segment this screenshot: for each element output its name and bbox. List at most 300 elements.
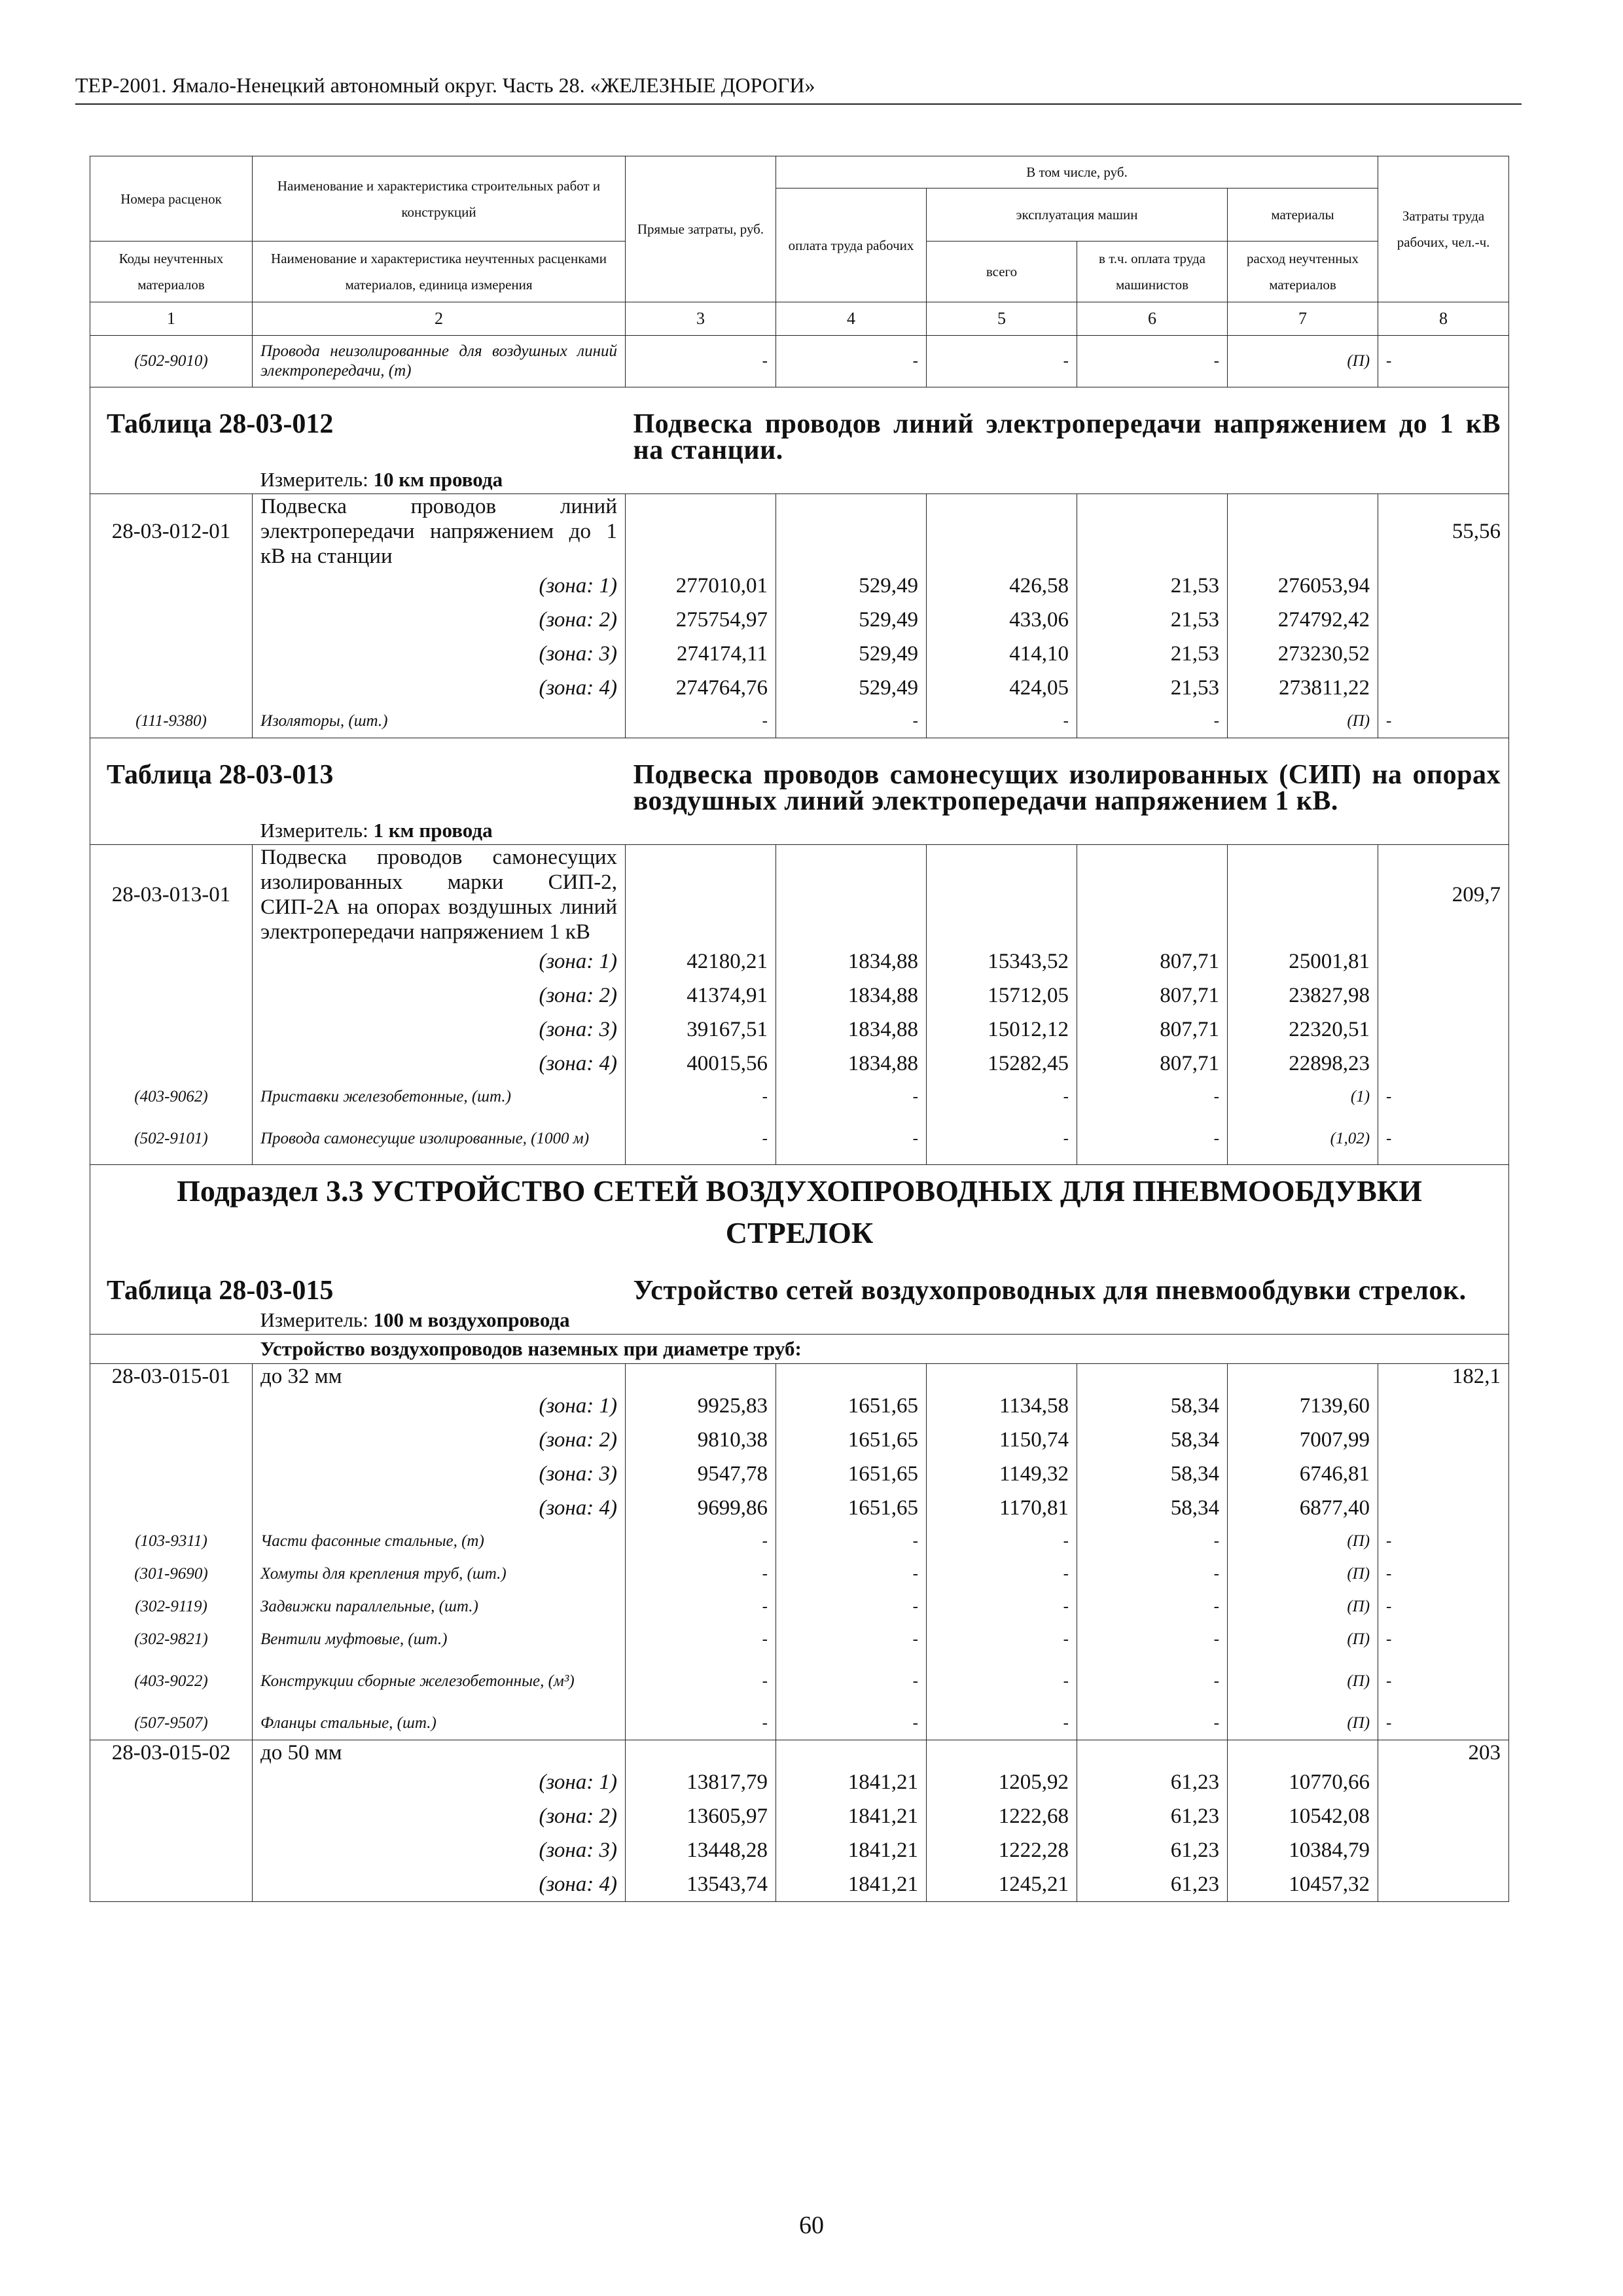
zone-value: 1651,65 <box>776 1423 927 1457</box>
column-numbers-row <box>90 302 1509 336</box>
empty-cell <box>626 845 776 945</box>
dash-cell: - <box>776 1558 927 1590</box>
material-consumption: (П) <box>1228 1623 1378 1656</box>
empty-cell <box>1378 944 1509 978</box>
measurement <box>253 817 1509 845</box>
material-code: (111-9380) <box>90 705 253 738</box>
col8-header: Затраты труда рабочих, чел.-ч. <box>1378 156 1509 302</box>
empty-cell <box>1378 1013 1509 1047</box>
measurement-label: Измеритель: <box>260 819 368 842</box>
dash-cell: - <box>927 1558 1077 1590</box>
zone-value: 273230,52 <box>1228 637 1378 671</box>
zone-value: 1834,88 <box>776 1047 927 1081</box>
dash-cell: - <box>776 1525 927 1558</box>
zone-value: 414,10 <box>927 637 1077 671</box>
empty-cell <box>927 845 1077 945</box>
empty-cell <box>1378 637 1509 671</box>
material-code: (103-9311) <box>90 1525 253 1558</box>
empty-cell <box>90 1867 253 1902</box>
zone-row <box>90 1013 1509 1047</box>
material-desc: Задвижки параллельные, (шт.) <box>253 1590 626 1623</box>
empty-cell <box>90 671 253 705</box>
zone-value: 42180,21 <box>626 944 776 978</box>
zone-value: 529,49 <box>776 603 927 637</box>
material-code: (403-9062) <box>90 1081 253 1113</box>
dash-cell: - <box>776 336 927 387</box>
zone-value: 7139,60 <box>1228 1389 1378 1423</box>
zone-value: 9925,83 <box>626 1389 776 1423</box>
column-number: 3 <box>626 302 776 336</box>
zone-label: (зона: 3) <box>253 1013 626 1047</box>
subsection-title <box>90 1165 1509 1255</box>
zone-value: 23827,98 <box>1228 978 1378 1013</box>
material-consumption: (1,02) <box>1228 1113 1378 1165</box>
material-row <box>90 705 1509 738</box>
material-consumption: (П) <box>1228 1525 1378 1558</box>
material-row <box>90 1113 1509 1165</box>
zone-label: (зона: 2) <box>253 978 626 1013</box>
material-row <box>90 1623 1509 1656</box>
table-title: Подвеска проводов линий электропередачи напряжением до 1 кВ на станции. <box>626 387 1509 467</box>
zone-value: 426,58 <box>927 569 1077 603</box>
empty-cell <box>1378 1765 1509 1799</box>
zone-value: 274764,76 <box>626 671 776 705</box>
rate-desc: Подвеска проводов линий электропередачи напряжением до 1 кВ на станции <box>253 494 626 569</box>
zone-label: (зона: 4) <box>253 671 626 705</box>
zone-row <box>90 944 1509 978</box>
empty-cell <box>1378 1047 1509 1081</box>
subsection-line-2: СТРЕЛОК <box>725 1216 874 1249</box>
zone-value: 58,34 <box>1077 1423 1228 1457</box>
dash-cell: - <box>1077 1590 1228 1623</box>
empty-cell <box>90 1491 253 1525</box>
rate-desc: до 50 мм <box>253 1740 626 1766</box>
zone-value: 9810,38 <box>626 1423 776 1457</box>
zone-value: 61,23 <box>1077 1833 1228 1867</box>
measurement-row <box>90 817 1509 845</box>
empty-cell <box>1378 1423 1509 1457</box>
dash-cell: - <box>927 1081 1077 1113</box>
group-header-all: В том числе, руб. <box>776 156 1378 188</box>
material-desc: Конструкции сборные железобетонные, (м³) <box>253 1656 626 1707</box>
measurement-value: 10 км провода <box>373 468 503 491</box>
zone-value: 1170,81 <box>927 1491 1077 1525</box>
material-code: (507-9507) <box>90 1707 253 1740</box>
zone-value: 1149,32 <box>927 1457 1077 1491</box>
dash-cell: - <box>626 1558 776 1590</box>
zone-value: 277010,01 <box>626 569 776 603</box>
dash-cell: - <box>1077 1656 1228 1707</box>
zone-value: 10770,66 <box>1228 1765 1378 1799</box>
labor-cost: 203 <box>1378 1740 1509 1766</box>
zone-row <box>90 637 1509 671</box>
zone-row <box>90 1833 1509 1867</box>
zone-value: 529,49 <box>776 637 927 671</box>
empty-cell <box>1378 1457 1509 1491</box>
empty-cell <box>1077 494 1228 569</box>
page-number: 60 <box>799 2212 824 2239</box>
zone-value: 41374,91 <box>626 978 776 1013</box>
dash-cell: - <box>626 1590 776 1623</box>
subsection-title-row <box>90 1165 1509 1255</box>
material-code: (302-9821) <box>90 1623 253 1656</box>
zone-value: 21,53 <box>1077 637 1228 671</box>
zone-value: 276053,94 <box>1228 569 1378 603</box>
rate-row <box>90 845 1509 945</box>
zone-label: (зона: 3) <box>253 637 626 671</box>
table-title: Устройство сетей воздухопроводных для пневмообдувки стрелок. <box>626 1254 1509 1306</box>
zone-value: 25001,81 <box>1228 944 1378 978</box>
zone-value: 13448,28 <box>626 1833 776 1867</box>
group-header-machines: эксплуатация машин <box>927 188 1228 242</box>
zone-value: 529,49 <box>776 569 927 603</box>
zone-value: 1841,21 <box>776 1867 927 1902</box>
zone-value: 1651,65 <box>776 1457 927 1491</box>
zone-row <box>90 671 1509 705</box>
zone-value: 1134,58 <box>927 1389 1077 1423</box>
zone-row <box>90 1867 1509 1902</box>
dash-cell: - <box>626 336 776 387</box>
subheading-row <box>90 1335 1509 1364</box>
zone-value: 21,53 <box>1077 569 1228 603</box>
zone-value: 273811,22 <box>1228 671 1378 705</box>
material-row <box>90 1558 1509 1590</box>
dash-cell: - <box>1378 1590 1509 1623</box>
material-desc: Части фасонные стальные, (т) <box>253 1525 626 1558</box>
empty-cell <box>1378 603 1509 637</box>
zone-value: 39167,51 <box>626 1013 776 1047</box>
material-row <box>90 1707 1509 1740</box>
dash-cell: - <box>927 1656 1077 1707</box>
dash-cell: - <box>1077 1525 1228 1558</box>
rate-desc: до 32 мм <box>253 1364 626 1390</box>
empty-cell <box>1378 569 1509 603</box>
dash-cell: - <box>626 1113 776 1165</box>
table-label: Таблица 28-03-015 <box>90 1254 626 1306</box>
table-label: Таблица 28-03-013 <box>90 738 626 817</box>
column-number: 8 <box>1378 302 1509 336</box>
dash-cell: - <box>1077 705 1228 738</box>
zone-value: 807,71 <box>1077 944 1228 978</box>
dash-cell: - <box>776 1113 927 1165</box>
dash-cell: - <box>927 1113 1077 1165</box>
zone-value: 15343,52 <box>927 944 1077 978</box>
material-desc: Провода неизолированные для воздушных линий электропередачи, (т) <box>253 336 626 387</box>
zone-value: 61,23 <box>1077 1799 1228 1833</box>
zone-value: 1150,74 <box>927 1423 1077 1457</box>
zone-value: 15012,12 <box>927 1013 1077 1047</box>
dash-cell: - <box>626 1525 776 1558</box>
material-desc: Хомуты для крепления труб, (шт.) <box>253 1558 626 1590</box>
col3-header: Прямые затраты, руб. <box>626 156 776 302</box>
empty-cell <box>1378 1389 1509 1423</box>
zone-label: (зона: 4) <box>253 1491 626 1525</box>
zone-value: 1841,21 <box>776 1833 927 1867</box>
zone-value: 424,05 <box>927 671 1077 705</box>
col4-header: оплата труда рабочих <box>776 188 927 302</box>
empty-cell <box>776 1364 927 1390</box>
measurement-row <box>90 466 1509 494</box>
dash-cell: - <box>1378 1525 1509 1558</box>
rate-code: 28-03-012-01 <box>90 494 253 569</box>
dash-cell: - <box>626 1081 776 1113</box>
zone-value: 13543,74 <box>626 1867 776 1902</box>
zone-label: (зона: 1) <box>253 1765 626 1799</box>
dash-cell: - <box>776 1081 927 1113</box>
dash-cell: - <box>1378 1558 1509 1590</box>
dash-cell: - <box>927 1590 1077 1623</box>
material-desc: Приставки железобетонные, (шт.) <box>253 1081 626 1113</box>
zone-value: 7007,99 <box>1228 1423 1378 1457</box>
zone-value: 58,34 <box>1077 1457 1228 1491</box>
zone-value: 15282,45 <box>927 1047 1077 1081</box>
zone-value: 807,71 <box>1077 1047 1228 1081</box>
zone-label: (зона: 3) <box>253 1457 626 1491</box>
dash-cell: - <box>927 705 1077 738</box>
labor-cost: 55,56 <box>1378 494 1509 569</box>
zone-value: 274792,42 <box>1228 603 1378 637</box>
empty-cell <box>927 1740 1077 1766</box>
material-consumption: (П) <box>1228 1590 1378 1623</box>
empty-cell <box>927 494 1077 569</box>
empty-cell <box>90 1335 253 1364</box>
zone-value: 58,34 <box>1077 1491 1228 1525</box>
zone-row <box>90 1047 1509 1081</box>
subheading: Устройство воздухопроводов наземных при диаметре труб: <box>253 1335 1509 1364</box>
material-consumption: (П) <box>1228 1656 1378 1707</box>
dash-cell: - <box>1077 1707 1228 1740</box>
material-consumption: (П) <box>1228 1558 1378 1590</box>
empty-cell <box>1378 1833 1509 1867</box>
dash-cell: - <box>927 1623 1077 1656</box>
zone-value: 1841,21 <box>776 1765 927 1799</box>
material-code: (502-9101) <box>90 1113 253 1165</box>
measurement <box>253 1306 1509 1335</box>
empty-cell <box>626 1364 776 1390</box>
dash-cell: - <box>776 1590 927 1623</box>
material-code: (301-9690) <box>90 1558 253 1590</box>
empty-cell <box>1378 1799 1509 1833</box>
dash-cell: - <box>626 1656 776 1707</box>
material-desc: Изоляторы, (шт.) <box>253 705 626 738</box>
dash-cell: - <box>927 1707 1077 1740</box>
dash-cell: - <box>1378 1113 1509 1165</box>
empty-cell <box>90 944 253 978</box>
zone-value: 21,53 <box>1077 603 1228 637</box>
zone-value: 6877,40 <box>1228 1491 1378 1525</box>
rate-code: 28-03-013-01 <box>90 845 253 945</box>
zone-value: 10384,79 <box>1228 1833 1378 1867</box>
rate-row <box>90 1364 1509 1390</box>
empty-cell <box>1077 1364 1228 1390</box>
material-code: (502-9010) <box>90 336 253 387</box>
dash-cell: - <box>776 1656 927 1707</box>
material-code: (403-9022) <box>90 1656 253 1707</box>
zone-value: 22320,51 <box>1228 1013 1378 1047</box>
zone-label: (зона: 1) <box>253 1389 626 1423</box>
zone-label: (зона: 2) <box>253 1799 626 1833</box>
measurement-label: Измеритель: <box>260 468 368 491</box>
table-title-row <box>90 1254 1509 1306</box>
zone-label: (зона: 1) <box>253 944 626 978</box>
material-consumption: (1) <box>1228 1081 1378 1113</box>
empty-cell <box>90 1833 253 1867</box>
empty-cell <box>90 1013 253 1047</box>
zone-label: (зона: 2) <box>253 603 626 637</box>
material-consumption: (П) <box>1228 336 1378 387</box>
zone-row <box>90 569 1509 603</box>
zone-value: 1841,21 <box>776 1799 927 1833</box>
zone-value: 40015,56 <box>626 1047 776 1081</box>
dash-cell: - <box>1378 1623 1509 1656</box>
zone-value: 1222,28 <box>927 1833 1077 1867</box>
zone-value: 529,49 <box>776 671 927 705</box>
zone-row <box>90 1799 1509 1833</box>
empty-cell <box>1228 845 1378 945</box>
column-number: 4 <box>776 302 927 336</box>
zone-value: 22898,23 <box>1228 1047 1378 1081</box>
zone-value: 1834,88 <box>776 978 927 1013</box>
group-header-materials: материалы <box>1228 188 1378 242</box>
zone-value: 1205,92 <box>927 1765 1077 1799</box>
table-title: Подвеска проводов самонесущих изолированных (СИП) на опорах воздушных линий электропередачи напряжением 1 кВ. <box>626 738 1509 817</box>
labor-cost: 209,7 <box>1378 845 1509 945</box>
zone-value: 9547,78 <box>626 1457 776 1491</box>
empty-cell <box>1228 494 1378 569</box>
rate-row <box>90 1740 1509 1766</box>
column-number: 6 <box>1077 302 1228 336</box>
measurement-row <box>90 1306 1509 1335</box>
column-number: 2 <box>253 302 626 336</box>
zone-value: 13605,97 <box>626 1799 776 1833</box>
zone-value: 6746,81 <box>1228 1457 1378 1491</box>
col1-header-bottom: Коды неучтенных материалов <box>90 242 253 302</box>
zone-value: 1245,21 <box>927 1867 1077 1902</box>
table-title-row <box>90 387 1509 467</box>
empty-cell <box>626 494 776 569</box>
rate-code: 28-03-015-02 <box>90 1740 253 1766</box>
material-row <box>90 1590 1509 1623</box>
dash-cell: - <box>626 705 776 738</box>
empty-cell <box>776 494 927 569</box>
material-consumption: (П) <box>1228 705 1378 738</box>
dash-cell: - <box>1378 336 1509 387</box>
rate-row <box>90 494 1509 569</box>
zone-value: 1651,65 <box>776 1389 927 1423</box>
dash-cell: - <box>927 336 1077 387</box>
empty-cell <box>1228 1740 1378 1766</box>
empty-cell <box>927 1364 1077 1390</box>
measurement-value: 100 м воздухопровода <box>373 1308 570 1331</box>
empty-cell <box>90 603 253 637</box>
material-code: (302-9119) <box>90 1590 253 1623</box>
material-desc: Вентили муфтовые, (шт.) <box>253 1623 626 1656</box>
empty-cell <box>1378 978 1509 1013</box>
col6-header: в т.ч. оплата труда машинистов <box>1077 242 1228 302</box>
running-header: ТЕР-2001. Ямало-Ненецкий автономный округ. Часть 28. «ЖЕЛЕЗНЫЕ ДОРОГИ» <box>75 73 1522 105</box>
zone-value: 9699,86 <box>626 1491 776 1525</box>
dash-cell: - <box>1378 1081 1509 1113</box>
zone-value: 15712,05 <box>927 978 1077 1013</box>
zone-row <box>90 1457 1509 1491</box>
material-row <box>90 336 1509 387</box>
empty-cell <box>1378 1491 1509 1525</box>
material-row <box>90 1656 1509 1707</box>
empty-cell <box>90 637 253 671</box>
empty-cell <box>1378 1867 1509 1902</box>
measurement-spacer <box>90 1306 253 1335</box>
empty-cell <box>90 1799 253 1833</box>
dash-cell: - <box>927 1525 1077 1558</box>
measurement-label: Измеритель: <box>260 1308 368 1331</box>
zone-value: 61,23 <box>1077 1765 1228 1799</box>
zone-value: 21,53 <box>1077 671 1228 705</box>
empty-cell <box>90 1765 253 1799</box>
zone-label: (зона: 4) <box>253 1867 626 1902</box>
material-consumption: (П) <box>1228 1707 1378 1740</box>
col5-header: всего <box>927 242 1077 302</box>
zone-row <box>90 603 1509 637</box>
dash-cell: - <box>1378 1656 1509 1707</box>
measurement <box>253 466 1509 494</box>
dash-cell: - <box>776 1707 927 1740</box>
labor-cost: 182,1 <box>1378 1364 1509 1390</box>
zone-row <box>90 978 1509 1013</box>
zone-value: 1222,68 <box>927 1799 1077 1833</box>
column-number: 7 <box>1228 302 1378 336</box>
column-number: 5 <box>927 302 1077 336</box>
rate-desc: Подвеска проводов самонесущих изолированных марки СИП-2, СИП-2А на опорах воздушных линий электропередачи напряжением 1 кВ <box>253 845 626 945</box>
zone-row <box>90 1765 1509 1799</box>
material-desc: Провода самонесущие изолированные, (1000 м) <box>253 1113 626 1165</box>
empty-cell <box>90 1457 253 1491</box>
column-number: 1 <box>90 302 253 336</box>
table-header-row-1 <box>90 156 1509 188</box>
empty-cell <box>90 1423 253 1457</box>
zone-label: (зона: 1) <box>253 569 626 603</box>
zone-value: 10542,08 <box>1228 1799 1378 1833</box>
dash-cell: - <box>626 1623 776 1656</box>
col2-header-top: Наименование и характеристика строительных работ и конструкций <box>253 156 626 242</box>
material-row <box>90 1081 1509 1113</box>
dash-cell: - <box>776 705 927 738</box>
empty-cell <box>1228 1364 1378 1390</box>
col2-header-bottom: Наименование и характеристика неучтенных расценками материалов, единица измерения <box>253 242 626 302</box>
empty-cell <box>626 1740 776 1766</box>
dash-cell: - <box>626 1707 776 1740</box>
dash-cell: - <box>1378 705 1509 738</box>
empty-cell <box>1077 845 1228 945</box>
zone-label: (зона: 3) <box>253 1833 626 1867</box>
dash-cell: - <box>1378 1707 1509 1740</box>
zone-row <box>90 1389 1509 1423</box>
dash-cell: - <box>776 1623 927 1656</box>
zone-value: 10457,32 <box>1228 1867 1378 1902</box>
measurement-value: 1 км провода <box>373 819 493 842</box>
empty-cell <box>90 1389 253 1423</box>
rates-table <box>90 156 1509 1902</box>
zone-label: (зона: 2) <box>253 1423 626 1457</box>
empty-cell <box>90 569 253 603</box>
zone-value: 433,06 <box>927 603 1077 637</box>
col7-header: расход неучтенных материалов <box>1228 242 1378 302</box>
zone-row <box>90 1423 1509 1457</box>
zone-value: 275754,97 <box>626 603 776 637</box>
col1-header-top: Номера расценок <box>90 156 253 242</box>
dash-cell: - <box>1077 1558 1228 1590</box>
zone-value: 1834,88 <box>776 944 927 978</box>
zone-value: 274174,11 <box>626 637 776 671</box>
